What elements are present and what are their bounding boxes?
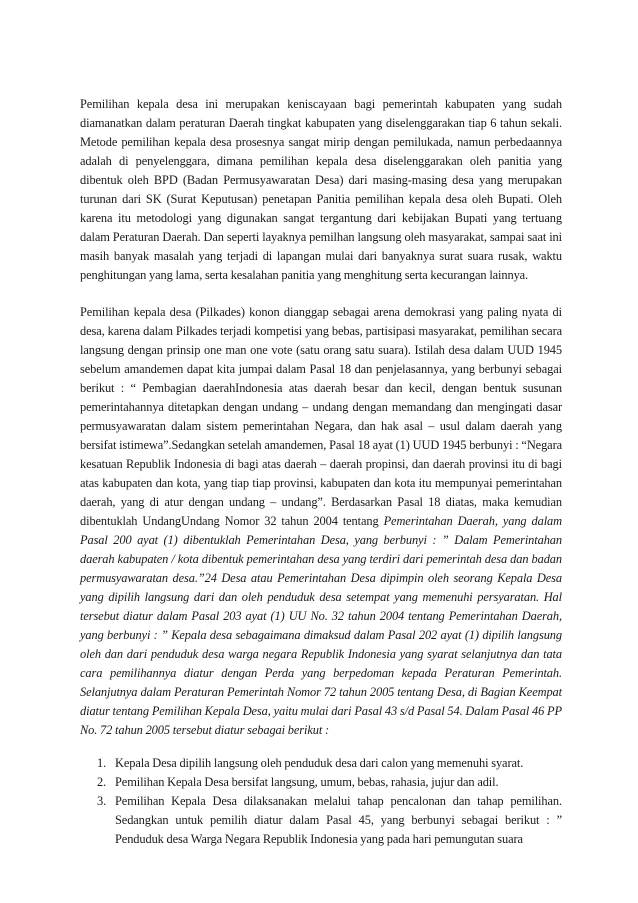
paragraph-pilkades-normal-text: Pemilihan kepala desa (Pilkades) konon dianggap sebagai arena demokrasi yang paling nyata di desa, karena dalam Pilkades terjadi kompetisi yang bebas, partisipasi masyarakat, pemilihan secara langsung dengan prinsip one man one vote (satu orang satu suara). Istilah desa dalam UUD 1945 sebelum amandemen dapat kita jumpai dalam Pasal 18 dan penjelasannya, yang berbunyi sebagai berikut : “ Pembagian daerahIndonesia atas daerah besar dan kecil, dengan bentuk susunan pemerintahannya ditetapkan dengan undang – undang dengan memandang dan mengingati dasar permusyawaratan dalam sistem pemerintahan Negara, dan hak asal – usul dalam daerah yang bersifat istimewa”.Sedangkan setelah amandemen, Pasal 18 ayat (1) UUD 1945 berbunyi : “Negara kesatuan Republik Indonesia di bagi atas daerah – daerah propinsi, dan daerah provinsi itu di bagi atas kabupaten dan kota, yang tiap tiap provinsi, kabupaten dan kota itu mempunyai pemerintahan daerah, yang di atur dengan undang – undang”. Berdasarkan Pasal 18 diatas, maka kemudian dibentuklah UndangUndang Nomor 32 tahun 2004 tentang xyxy=(80,305,562,528)
list-item xyxy=(80,773,562,792)
document-page xyxy=(80,95,562,849)
list-item-number: 3. xyxy=(97,794,107,808)
regulation-list xyxy=(80,754,562,849)
list-item xyxy=(80,754,562,773)
list-item-text: Pemilihan Kepala Desa dilaksanakan melalui tahap pencalonan dan tahap pemilihan. Sedangkan untuk pemilih diatur dalam Pasal 45, yang berbunyi sebagai berikut : ” Penduduk desa Warga Negara Republik Indonesia yang pada hari pemungutan suara xyxy=(115,794,562,846)
paragraph-pilkades-italic-text: Pemerintahan Daerah, yang dalam Pasal 200 ayat (1) dibentuklah Pemerintahan Desa, yang berbunyi : ” Dalam Pemerintahan daerah kabupaten / kota dibentuk pemerintahan desa yang terdiri dari pemerintah desa dan badan permusyawaratan desa.”24 Desa atau Pemerintahan Desa dipimpin oleh seorang Kepala Desa yang dipilih langsung dari dan oleh penduduk desa setempat yang memenuhi persyaratan. Hal tersebut diatur dalam Pasal 203 ayat (1) UU No. 32 tahun 2004 tentang Pemerintahan Daerah, yang berbunyi : ” Kepala desa sebagaimana dimaksud dalam Pasal 202 ayat (1) dipilih langsung oleh dan dari penduduk desa warga negara Republik Indonesia yang syarat selanjutnya dan tata cara pemilihannya diatur dengan Perda yang berpedoman kepada Peraturan Pemerintah. Selanjutnya dalam Peraturan Pemerintah Nomor 72 tahun 2005 tentang Desa, di Bagian Keempat diatur tentang Pemilihan Kepala Desa, yaitu mulai dari Pasal 43 s/d Pasal 54. Dalam Pasal 46 PP No. 72 tahun 2005 tersebut diatur sebagai berikut : xyxy=(80,514,562,737)
list-item-number: 2. xyxy=(97,775,107,789)
paragraph-intro: Pemilihan kepala desa ini merupakan keniscayaan bagi pemerintah kabupaten yang sudah diamanatkan dalam peraturan Daerah tingkat kabupaten yang diselenggarakan tiap 6 tahun sekali. Metode pemilihan kepala desa prosesnya sangat mirip dengan pemilukada, namun perbedaannya adalah di penyelenggara, dimana pemilihan kepala desa diselenggarakan oleh panitia yang dibentuk oleh BPD (Badan Permusyawaratan Desa) dari masing-masing desa yang merupakan turunan dari SK (Surat Keputusan) penetapan Panitia pemilihan kepala desa oleh Bupati. Oleh karena itu metodologi yang digunakan sangat tergantung dari kebijakan Bupati yang tertuang dalam Peraturan Daerah. Dan seperti layaknya pemilhan langsung oleh masyarakat, sampai saat ini masih banyak masalah yang terjadi di lapangan mulai dari banyaknya surat suara rusak, waktu penghitungan yang lama, serta kesalahan panitia yang menghitung serta kecurangan lainnya. xyxy=(80,97,562,282)
list-item xyxy=(80,792,562,849)
list-item-number: 1. xyxy=(97,756,107,770)
list-item-text: Kepala Desa dipilih langsung oleh penduduk desa dari calon yang memenuhi syarat. xyxy=(115,756,524,770)
paragraph-pilkades xyxy=(80,303,562,740)
list-item-text: Pemilihan Kepala Desa bersifat langsung, umum, bebas, rahasia, jujur dan adil. xyxy=(115,775,499,789)
